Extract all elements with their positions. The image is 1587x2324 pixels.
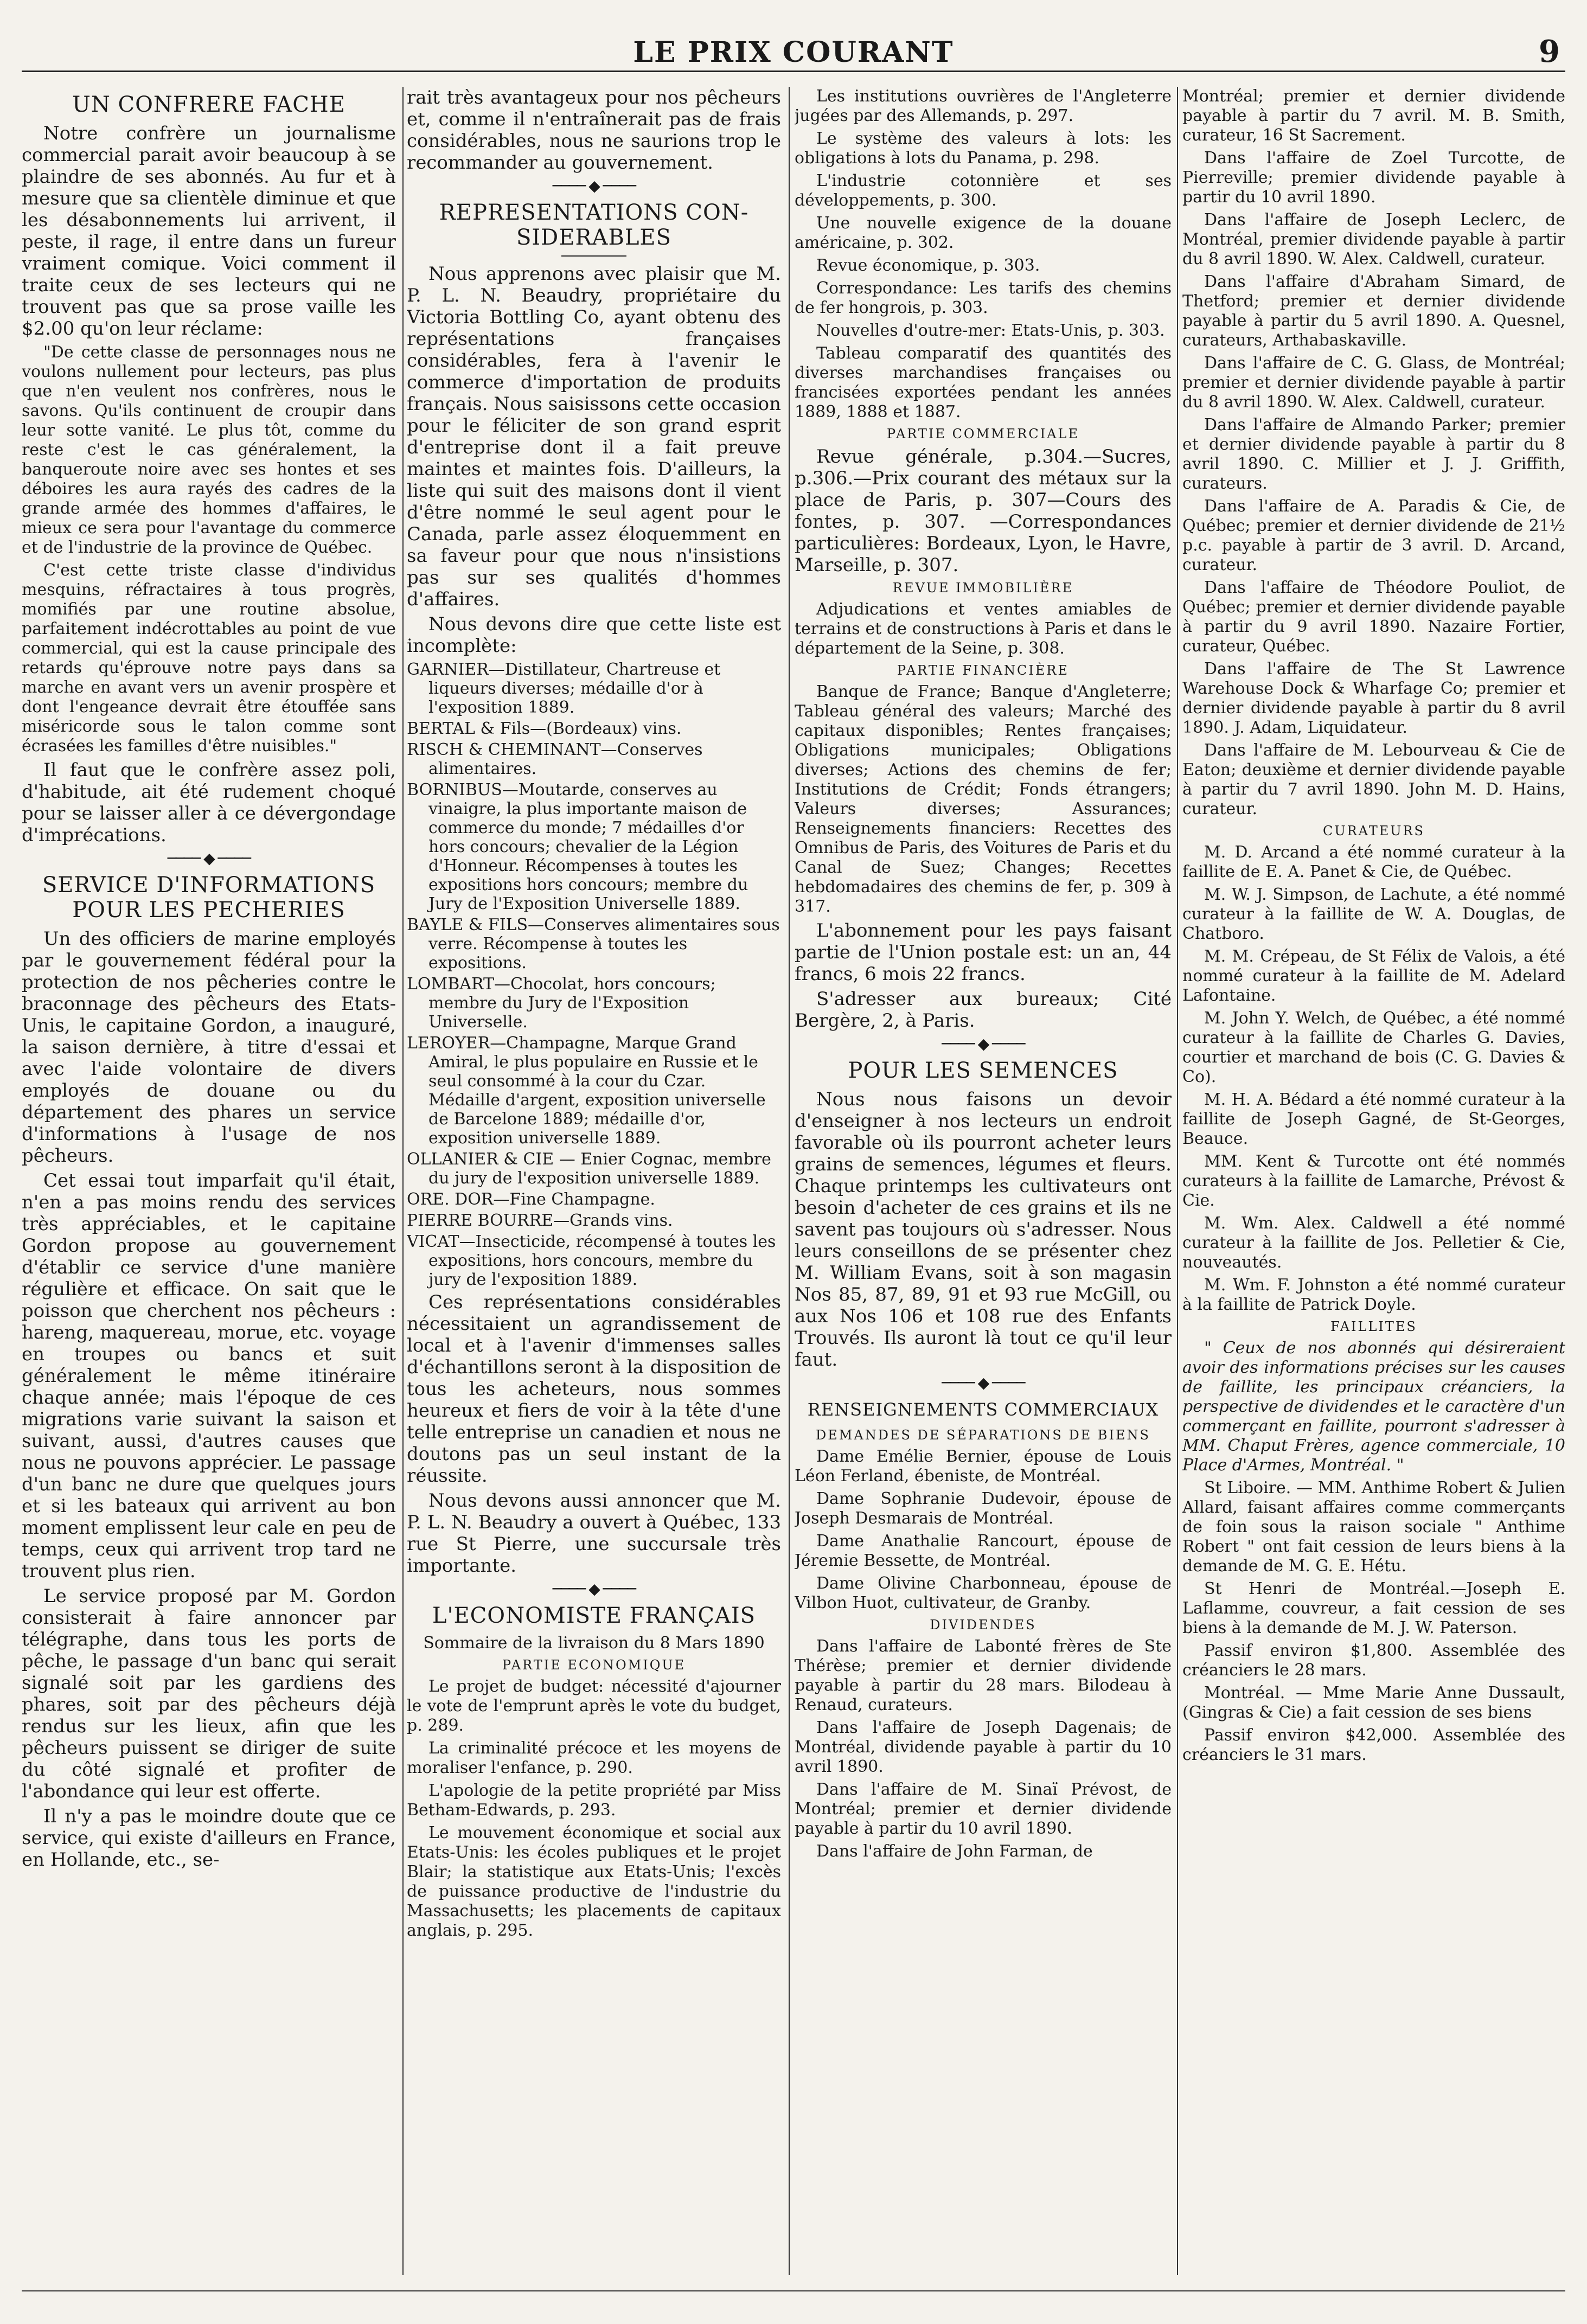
notice-item: Dans l'affaire de Almando Parker; premier et dernier dividende payable à partir du 8 avril 1890. C. Millier et J. J. Griffith, curateurs. [1182,415,1565,493]
summary-item: Le projet de budget: nécessité d'ajourner le vote de l'emprunt après le vote du budget, p. 289. [407,1677,781,1735]
list-item: BORNIBUS—Moutarde, conserves au vinaigre, la plus importante maison de commerce du monde; 7 médailles d'or hors concours; chevalier de la Légion d'Honneur. Récompenses à toutes les expositions hors concours; membre du Jury de l'Exposition Universelle 1889. [407,780,748,913]
notice-item: Dame Emélie Bernier, épouse de Louis Léon Ferland, ébeniste, de Montréal. [795,1447,1172,1486]
notice-item: M. W. J. Simpson, de Lachute, a été nommé curateur à la faillite de W. A. Douglas, de Chatboro. [1182,885,1565,943]
paragraph: Adjudications et ventes amiables de terrains et de constructions à Paris et dans le département de la Seine, p. 308. [795,600,1172,658]
notice-item: M. M. Crépeau, de St Félix de Valois, a été nommé curateur à la faillite de M. Adelard Lafontaine. [1182,947,1565,1005]
list-item: ORE. DOR—Fine Champagne. [407,1190,655,1209]
ornament-divider: ──── ◆ ──── [942,1374,1025,1392]
page-header [22,33,1565,72]
notice-item: Dans l'affaire de John Farman, de [816,1842,1093,1861]
section-subheading: PARTIE COMMERCIALE [887,426,1079,441]
notice-item: Dans l'affaire de Zoel Turcotte, de Pierreville; premier dividende payable à partir du 10 avril 1890. [1182,149,1565,207]
summary-item: L'apologie de la petite propriété par Miss Betham-Edwards, p. 293. [407,1781,781,1820]
column-1 [22,87,396,2275]
notice-item: St Henri de Montréal.—Joseph E. Laflamme, couvreur, a fait cession de ses biens à la demande de M. J. W. Paterson. [1182,1579,1565,1637]
paragraph: Nous devons dire que cette liste est incomplète: [407,613,781,657]
notice-item: Dame Olivine Charbonneau, épouse de Vilbon Huot, cultivateur, de Granby. [795,1574,1172,1612]
ornament-divider: ──── ◆ ──── [167,849,251,867]
list-item: BERTAL & Fils—(Bordeaux) vins. [407,719,682,738]
notice-item: Dame Anathalie Rancourt, épouse de Jéremie Bessette, de Montréal. [795,1532,1172,1570]
list-item: PIERRE BOURRE—Grands vins. [407,1211,673,1230]
section-subheading: PARTIE FINANCIÈRE [897,663,1069,678]
paragraph: Il faut que le confrère assez poli, d'habitude, ait été rudement choqué pour se laisser aller à ce dévergondage d'imprécations. [22,759,396,846]
notice-item: Dame Sophranie Dudevoir, épouse de Joseph Desmarais de Montréal. [795,1489,1172,1528]
paragraph: S'adresser aux bureaux; Cité Bergère, 2, à Paris. [795,988,1172,1032]
column-divider [402,87,404,2275]
notice-item: Montréal. — Mme Marie Anne Dussault, (Gingras & Cie) a fait cession de ses biens [1182,1683,1565,1722]
notice-item: M. Wm. F. Johnston a été nommé curateur à la faillite de Patrick Doyle. [1182,1276,1565,1314]
summary-item: Tableau comparatif des quantités des diverses marchandises françaises ou francisées exportées pendant les années 1889, 1888 et 1887. [795,344,1172,421]
paragraph: Notre confrère un journalisme commercial parait avoir beaucoup à se plaindre de ses abonnés. Au fur et à mesure que sa clientèle diminue et que les désabonnements lui arrivent, il peste, il rage, il entre dans un fureur vraiment comique. Voici comment il traite ceux de ses lecteurs qui ne trouvent pas que sa prose vaille les $2.00 qu'on leur réclame: [22,123,396,340]
summary-item: Nouvelles d'outre-mer: Etats-Unis, p. 303. [816,321,1165,340]
notice-item: St Liboire. — MM. Anthime Robert & Julien Allard, faisant affaires comme commerçants de foin sous la raison sociale " Anthime Robert " ont fait cession de leurs biens à la demande de M. G. E. Hétu. [1182,1478,1565,1576]
summary-item: Revue économique, p. 303. [816,256,1040,275]
list-item: GARNIER—Distillateur, Chartreuse et liqueurs diverses; médaille d'or à l'exposition 1889. [407,660,721,717]
notice-item: Dans l'affaire de M. Sinaï Prévost, de Montréal; premier et dernier dividende payable à partir du 10 avril 1890. [795,1780,1172,1838]
section-subheading: PARTIE ECONOMIQUE [502,1657,686,1673]
article-title-renseignements: RENSEIGNEMENTS COMMERCIAUX [807,1399,1159,1420]
summary-item: Correspondance: Les tarifs des chemins de fer hongrois, p. 303. [795,279,1172,317]
column-3 [795,87,1172,2275]
ornament-divider: ──── ◆ ──── [552,1580,636,1598]
summary-item: Le mouvement économique et social aux Etats-Unis: les écoles publiques et le projet Blair; la statistique aux Etats-Unis; l'excès de puissance productive de l'industrie du Massachusetts; les placements de capitaux anglais, p. 295. [407,1823,781,1940]
notice-item: Dans l'affaire de A. Paradis & Cie, de Québec; premier et dernier dividende de 21½ p.c. payable à partir de 3 avril. D. Arcand, curateur. [1182,497,1565,574]
paragraph: L'abonnement pour les pays faisant partie de l'Union postale est: un an, 44 francs, 6 mois 22 francs. [795,920,1172,985]
article-title-representations-2: SIDERABLES [516,225,672,250]
notice-item: Dans l'affaire de Joseph Leclerc, de Montréal, premier dividende payable à partir du 8 avril 1890. W. Alex. Caldwell, curateur. [1182,210,1565,268]
footer-rule [22,2290,1565,2291]
paragraph: Nous devons aussi annoncer que M. P. L. N. Beaudry a ouvert à Québec, 133 rue St Pierre, une succursale très importante. [407,1490,781,1577]
summary-item: Une nouvelle exigence de la douane américaine, p. 302. [795,214,1172,252]
notice-item: Passif environ $1,800. Assemblée des créanciers le 28 mars. [1182,1641,1565,1680]
list-item: RISCH & CHEMINANT—Conserves alimentaires. [407,740,703,778]
notice-item: Dans l'affaire de The St Lawrence Warehouse Dock & Wharfage Co; premier et dernier dividende payable à partir du 8 avril 1890. J. Adam, Liquidateur. [1182,660,1565,737]
quote-paragraph: "De cette classe de personnages nous ne voulons nullement pour lecteurs, pas plus que n'en veulent nos confrères, nous le savons. Qu'ils continuent de croupir dans leur sotte vanité. Le plus tôt, comme du reste c'est le cas généralement, la banqueroute noire avec ses hontes et ses déboires les aura rayés des cadres de la grande armée des hommes d'affaires, le mieux ce sera pour l'avantage du commerce et de l'industrie de la province de Québec. [22,343,396,557]
notice-item: Dans l'affaire d'Abraham Simard, de Thetford; premier et dernier dividende payable à partir du 5 avril 1890. A. Quesnel, curateurs, Arthabaskaville. [1182,272,1565,350]
short-rule [561,255,626,257]
paragraph-continued: rait très avantageux pour nos pêcheurs et, comme il n'entraînerait pas de frais considérables, nous ne saurions trop le recommander au gouvernement. [407,87,781,174]
quote-paragraph: C'est cette triste classe d'individus mesquins, réfractaires à tous progrès, momifiés par une routine absolue, parfaitement indécrottables au point de vue commercial, qui est la cause principale des retards qu'éprouve notre pays dans sa marche en avant vers un avenir prospère et dont l'engeance devrait être étouffée sans miséricorde sous le talon comme sont écrasées les familles d'être nuisibles." [22,561,396,756]
article-title-service-2: POUR LES PECHERIES [72,898,345,923]
notice-item: Passif environ $42,000. Assemblée des créanciers le 31 mars. [1182,1726,1565,1764]
paragraph: Il n'y a pas le moindre doute que ce service, qui existe d'ailleurs en France, en Hollande, etc., se- [22,1806,396,1871]
summary-item: L'industrie cotonnière et ses développements, p. 300. [795,171,1172,210]
list-item: VICAT—Insecticide, récompensé à toutes les expositions, hors concours, membre du jury de l'exposition 1889. [407,1232,776,1289]
section-subheading: CURATEURS [1323,823,1425,838]
list-item: BAYLE & FILS—Conserves alimentaires sous verre. Récompense à toutes les expositions. [407,915,780,972]
page-number: 9 [1539,34,1560,69]
faillites-note: " Ceux de nos abonnés qui désireraient avoir des informations précises sur les causes de faillite, les principaux créanciers, la perspective de dividendes et le caractère d'un commerçant en faillite, pourront s'adresser à MM. Chaput Frères, agence commerciale, 10 Place d'Armes, Montréal. " [1182,1339,1565,1475]
paragraph: Un des officiers de marine employés par le gouvernement fédéral pour la protection de nos pêcheries contre le braconnage des pêcheurs des Etats-Unis, le capitaine Gordon, a inauguré, la saison dernière, à titre d'essai et avec l'aide volontaire de divers employés de douane ou du département des phares un service d'informations à l'usage de nos pêcheurs. [22,928,396,1167]
article-title-economiste: L'ECONOMISTE FRANÇAIS [432,1603,756,1628]
paragraph: Banque de France; Banque d'Angleterre; Tableau général des valeurs; Marché des capitaux disponibles; Rentes françaises; Obligations municipales; Obligations diverses; Actions des chemins de fer; Institutions de Crédit; Fonds étrangers; Valeurs diverses; Assurances; Renseignements financiers: Recettes des Omnibus de Paris, des Voitures de Paris et du Canal de Suez; Changes; Recettes hebdomadaires des chemins de fer, p. 309 à 317. [795,682,1172,916]
notice-item: M. Wm. Alex. Caldwell a été nommé curateur à la faillite de Jos. Pelletier & Cie, nouveautés. [1182,1214,1565,1272]
notice-item: M. D. Arcand a été nommé curateur à la faillite de E. A. Panet & Cie, de Québec. [1182,843,1565,881]
summary-item: La criminalité précoce et les moyens de moraliser l'enfance, p. 290. [407,1739,781,1777]
paragraph: Nous apprenons avec plaisir que M. P. L. N. Beaudry, propriétaire du Victoria Bottling Co, ayant obtenu des représentations françaises considérables, fera à l'avenir le commerce d'importation de produits français. Nous saisissons cette occasion pour le féliciter de son grand esprit d'entreprise dont il a fait preuve maintes et maintes fois. D'ailleurs, la liste qui suit des maisons dont il vient d'être nommé le seul agent pour le Canada, parle assez éloquemment en sa faveur pour que nous n'insistions pas sur ses qualités d'hommes d'affaires. [407,263,781,610]
section-subheading: DEMANDES DE SÉPARATIONS DE BIENS [816,1427,1150,1443]
ornament-divider: ──── ◆ ──── [942,1035,1025,1053]
section-subheading: REVUE IMMOBILIÈRE [892,580,1074,596]
paragraph: Nous nous faisons un devoir d'enseigner à nos lecteurs un endroit favorable où ils pourront acheter leurs grains de semences, légumes et fleurs. Chaque printemps les cultivateurs ont besoin d'acheter de ces grains et ils ne savent pas toujours où s'adresser. Nous leurs conseillons de se présenter chez M. William Evans, soit à son magasin Nos 85, 87, 89, 91 et 93 rue McGill, ou aux Nos 106 et 108 rue des Enfants Trouvés. Ils auront là tout ce qu'il leur faut. [795,1089,1172,1371]
notice-item: Montréal; premier et dernier dividende payable à partir du 7 avril. M. B. Smith, curateur, 16 St Sacrement. [1182,87,1565,145]
article-title-semences: POUR LES SEMENCES [848,1058,1118,1083]
column-4 [1182,87,1565,2275]
paragraph: Ces représentations considérables nécessitaient un agrandissement de local et à l'avenir d'immenses salles d'échantillons seront à la disposition de tous les acheteurs, nous sommes heureux et fiers de voir à la tête d'une telle entreprise un canadien et nous ne doutons pas un seul instant de la réussite. [407,1291,781,1487]
notice-item: Dans l'affaire de C. G. Glass, de Montréal; premier et dernier dividende payable à partir du 8 avril 1890. W. Alex. Caldwell, curateur. [1182,354,1565,412]
list-item: OLLANIER & CIE — Enier Cognac, membre du jury de l'exposition universelle 1889. [407,1150,771,1188]
notice-item: M. John Y. Welch, de Québec, a été nommé curateur à la faillite de Charles G. Davies, courtier et marchand de bois (C. G. Davies & Co). [1182,1009,1565,1086]
section-subheading: FAILLITES [1330,1319,1417,1334]
column-divider [789,87,790,2275]
list-item: LOMBART—Chocolat, hors concours; membre du Jury de l'Exposition Universelle. [407,975,716,1032]
notice-item: Dans l'affaire de M. Lebourveau & Cie de Eaton; deuxième et dernier dividende payable à partir du 7 avril 1890. John M. D. Hains, curateur. [1182,741,1565,818]
column-divider [1177,87,1178,2275]
newspaper-title: LE PRIX COURANT [633,36,954,69]
paragraph: Le service proposé par M. Gordon consisterait à faire annoncer par télégraphe, dans tous les ports de pêche, le passage d'un banc qui serait signalé soit par les gardiens des phares, soit par des pêcheurs déjà rendus sur les lieux, afin que les pêcheurs puissent se diriger de suite du côté signalé et profiter de l'abondance qui leur est offerte. [22,1585,396,1802]
notice-item: Dans l'affaire de Joseph Dagenais; de Montréal, dividende payable à partir du 10 avril 1890. [795,1718,1172,1776]
list-item: LEROYER—Champagne, Marque Grand Amiral, le plus populaire en Russie et le seul consommé à la cour du Czar. Médaille d'argent, exposition universelle de Barcelone 1889; médaille d'or, exposition universelle 1889. [407,1034,766,1148]
notice-item: M. H. A. Bédard a été nommé curateur à la faillite de Joseph Gagné, de St-Georges, Beauce. [1182,1090,1565,1148]
column-2 [407,87,781,2275]
notice-item: MM. Kent & Turcotte ont été nommés curateurs à la faillite de Lamarche, Prévost & Cie. [1182,1152,1565,1210]
summary-item: Le système des valeurs à lots: les obligations à lots du Panama, p. 298. [795,129,1172,168]
ornament-divider: ──── ◆ ──── [552,177,636,195]
notice-item: Dans l'affaire de Labonté frères de Ste Thérèse; premier et dernier dividende payable à partir du 28 mars. Bilodeau à Renaud, curateurs. [795,1637,1172,1714]
sommaire-line: Sommaire de la livraison du 8 Mars 1890 [423,1634,765,1653]
summary-item: Les institutions ouvrières de l'Angleterre jugées par des Allemands, p. 297. [795,87,1172,125]
notice-item: Dans l'affaire de Théodore Pouliot, de Québec; premier et dernier dividende payable à partir du 9 avril 1890. Nazaire Fortier, curateur, Québec. [1182,578,1565,656]
section-subheading: DIVIDENDES [930,1617,1036,1632]
article-title-confrere: UN CONFRERE FACHE [72,92,345,117]
article-title-service: SERVICE D'INFORMATIONS [42,873,376,898]
article-title-representations: REPRESENTATIONS CON- [439,200,749,225]
paragraph: Cet essai tout imparfait qu'il était, n'en a pas moins rendu des services très appréciables, et le capitaine Gordon propose au gouvernement d'établir ce service d'une manière régulière et efficace. On sait que le poisson que cherchent nos pêcheurs : hareng, maquereau, morue, etc. voyage en troupes ou bancs et suit généralement le même itinéraire chaque année; mais l'époque de ces migrations varie suivant la saison et suivant, aussi, d'autres causes que nous ne pouvons apprécier. Le passage d'un banc ne dure que quelques jours et si les bateaux qui arrivent au bon moment emplissent leur cale en peu de temps, ceux qui arrivent trop tard ne trouvent plus rien. [22,1170,396,1582]
paragraph: Revue générale, p.304.—Sucres, p.306.—Prix courant des métaux sur la place de Paris, p. 307—Cours des fontes, p. 307. —Correspondances particulières: Bordeaux, Lyon, le Havre, Marseille, p. 307. [795,446,1172,576]
